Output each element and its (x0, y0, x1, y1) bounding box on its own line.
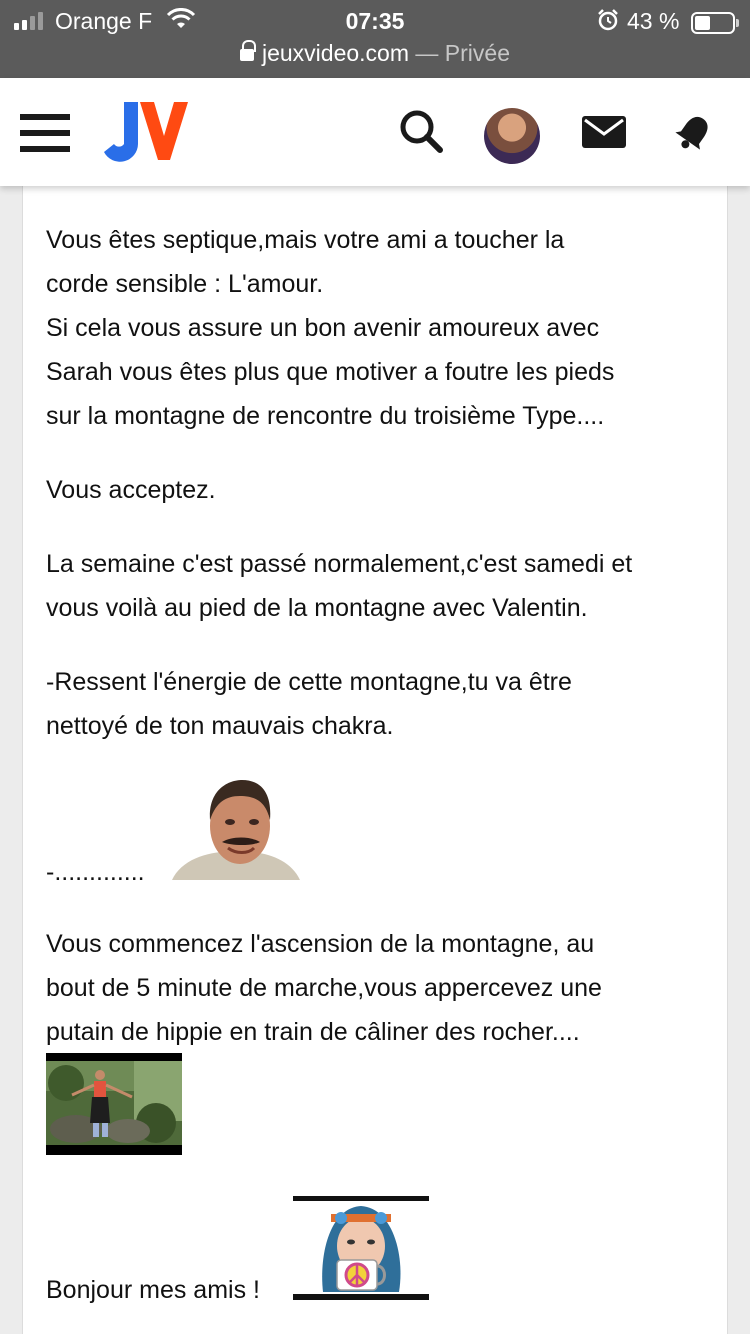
text-line: Vous commencez l'ascension de la montagne, au (46, 930, 595, 958)
post-paragraph-5: -............. (46, 858, 145, 886)
search-icon[interactable] (398, 108, 444, 154)
text-line: -Ressent l'énergie de cette montagne,tu va être (46, 668, 572, 696)
post-paragraph-4 (46, 660, 716, 748)
text-line: bout de 5 minute de marche,vous appercevez une (46, 974, 602, 1002)
lock-icon (240, 45, 254, 62)
post-paragraph-7: Bonjour mes amis ! (46, 1276, 260, 1304)
hippie-forest-image[interactable] (46, 1053, 182, 1155)
post-paragraph-3 (46, 542, 716, 630)
mail-icon[interactable] (582, 116, 626, 148)
clock: 07:35 (345, 8, 405, 34)
text-line: corde sensible : L'amour. (46, 270, 324, 298)
post-paragraph-2: Vous acceptez. (46, 476, 216, 504)
post-paragraph-6 (46, 922, 716, 1054)
user-avatar[interactable] (484, 108, 540, 164)
battery-percent: 43 % (627, 8, 680, 34)
url-text: jeuxvideo.com (261, 40, 410, 66)
status-bar (0, 0, 750, 78)
notifications-icon[interactable] (674, 112, 714, 152)
site-header (0, 78, 750, 186)
post-paragraph-1 (46, 218, 716, 438)
carrier-label: Orange F (55, 8, 153, 34)
battery-icon (691, 12, 735, 34)
sticker-hippie-girl[interactable] (293, 1196, 429, 1300)
private-label: Privée (444, 40, 510, 66)
text-line: Vous êtes septique,mais votre ami a toucher la (46, 226, 565, 254)
sticker-risitas[interactable] (172, 780, 300, 880)
text-line: Si cela vous assure un bon avenir amoureux avec (46, 314, 600, 342)
menu-icon[interactable] (20, 114, 70, 154)
text-line: sur la montagne de rencontre du troisième Type.... (46, 402, 605, 430)
url-bar[interactable] (0, 40, 750, 67)
text-line: putain de hippie en train de câliner des rocher.... (46, 1018, 580, 1046)
text-line: vous voilà au pied de la montagne avec Valentin. (46, 594, 588, 622)
text-line: nettoyé de ton mauvais chakra. (46, 712, 394, 740)
jv-logo[interactable] (104, 100, 188, 164)
url-separator: — (415, 40, 439, 66)
text-line: La semaine c'est passé normalement,c'est samedi et (46, 550, 633, 578)
text-line: Sarah vous êtes plus que motiver a foutre les pieds (46, 358, 615, 386)
alarm-icon (597, 9, 619, 31)
